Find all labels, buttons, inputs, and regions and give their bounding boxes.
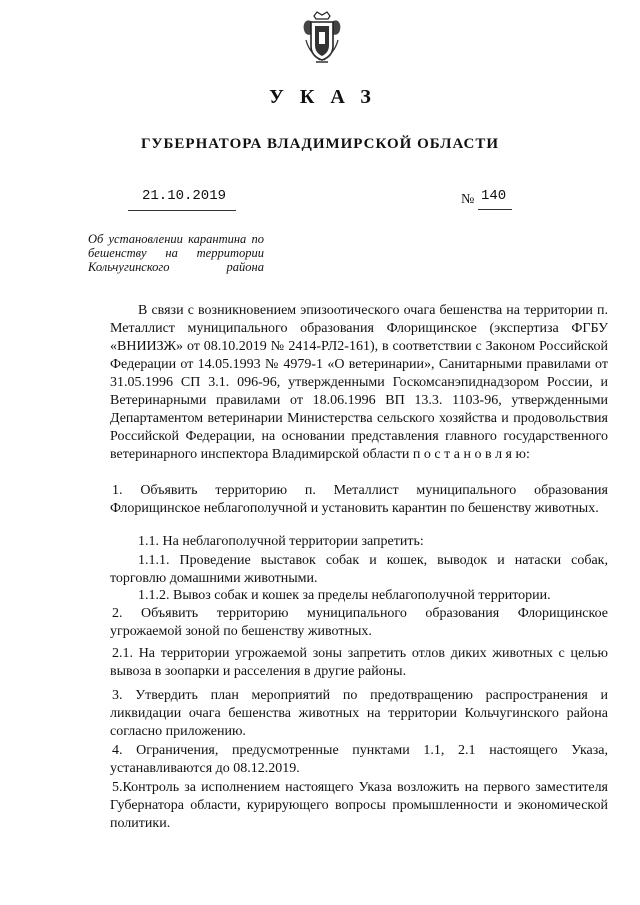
clause-5: 5.Контроль за исполнением настоящего Указа возложить на первого заместителя Губернатора области, курирующего вопросы промышленности и экономической политики. bbox=[110, 780, 608, 831]
document-date: 21.10.2019 bbox=[142, 188, 227, 204]
clause-1-1-1: 1.1.1. Проведение выставок собак и кошек, выводок и натаски собак, торговлю домашними животными. bbox=[110, 553, 608, 586]
clause-1-1: 1.1. На неблагополучной территории запретить: bbox=[138, 534, 424, 549]
number-underline bbox=[478, 209, 512, 210]
document-subtitle: ГУБЕРНАТОРА ВЛАДИМИРСКОЙ ОБЛАСТИ bbox=[140, 136, 500, 152]
number-sign: № bbox=[461, 192, 475, 207]
preamble-paragraph: В связи с возникновением эпизоотического очага бешенства на территории п. Металлист муниципального образования Флорищинское (экспертиза ФГБУ «ВНИИЗЖ» от 08.10.2019 № 2414-РЛ2-161), в соответствии с Законом Российской Федерации от 14.05.1993 № 4979-1 «О ветеринарии», Санитарными правилами от 31.05.1996 СП 3.1. 096-96, утвержденными Госкомсанэпиднадзором России, и Ветеринарными правилами от 18.06.1996 ВП 13.3. 1103-96, утвержденными Департаментом ветеринарии Министерства сельского хозяйства и продовольствия Российской Федерации, на основании представления главного государственного ветеринарного инспектора Владимирской области п о с т а н о в л я ю: bbox=[110, 303, 608, 462]
coat-of-arms-emblem bbox=[300, 10, 344, 66]
clause-2-1: 2.1. На территории угрожаемой зоны запретить отлов диких животных с целью вывоза в зоопарки и расселения в другие районы. bbox=[110, 646, 608, 679]
date-underline bbox=[128, 210, 236, 211]
document-subject bbox=[88, 232, 264, 274]
document-number: 140 bbox=[481, 188, 507, 204]
clause-2: 2. Объявить территорию муниципального образования Флорищинское угрожаемой зоной по бешенству животных. bbox=[110, 606, 608, 639]
clause-4: 4. Ограничения, предусмотренные пунктами 1.1, 2.1 настоящего Указа, устанавливаются до 08.12.2019. bbox=[110, 743, 608, 776]
clause-3: 3. Утвердить план мероприятий по предотвращению распространения и ликвидации очага бешенства животных на территории Кольчугинского района согласно приложению. bbox=[110, 688, 608, 739]
subject-line: бешенству на территории bbox=[88, 246, 264, 260]
clause-1-1-2: 1.1.2. Вывоз собак и кошек за пределы неблагополучной территории. bbox=[138, 588, 551, 603]
subject-line: Кольчугинского района bbox=[88, 260, 264, 274]
clause-1: 1. Объявить территорию п. Металлист муниципального образования Флорищинское неблагополучной и установить карантин по бешенству животных. bbox=[110, 483, 608, 516]
subject-line: Об установлении карантина по bbox=[88, 232, 264, 246]
document-title: УКАЗ bbox=[269, 86, 387, 108]
